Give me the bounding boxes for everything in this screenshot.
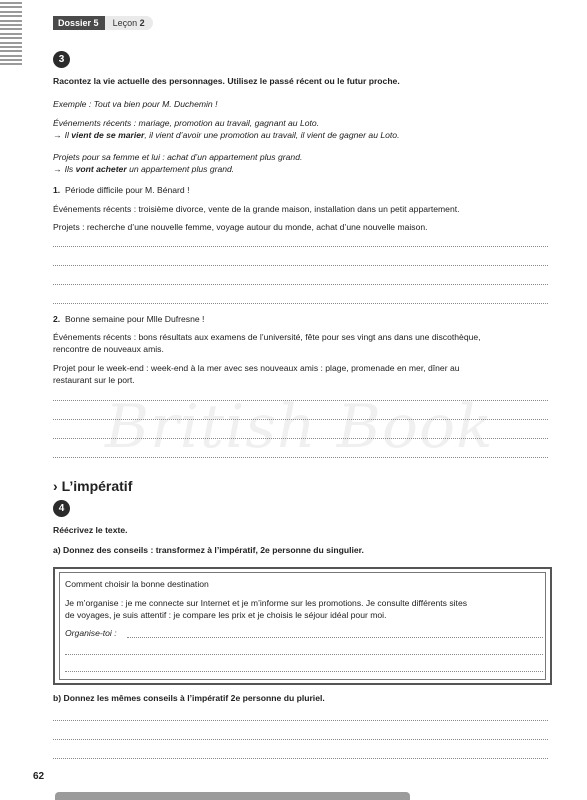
answer-line[interactable] (53, 265, 548, 266)
answer-line[interactable] (53, 739, 548, 740)
answer-line[interactable] (53, 284, 548, 285)
text-box (53, 567, 552, 685)
arrow-icon: → (53, 130, 62, 140)
answer-line[interactable] (53, 457, 548, 458)
answer-line[interactable] (65, 671, 543, 672)
watermark: British Book (105, 392, 494, 462)
footer-bar (55, 792, 410, 800)
item-1-projects: Projets : recherche d’une nouvelle femme, voyage autour du monde, achat d’une nouvelle maison. (53, 222, 428, 232)
answer-line[interactable] (53, 400, 548, 401)
exercise-3-instruction: Racontez la vie actuelle des personnages. Utilisez le passé récent ou le futur proche. (53, 76, 400, 86)
lecon-tab (105, 16, 153, 30)
example-events: Événements récents : mariage, promotion au travail, gagnant au Loto. (53, 118, 320, 128)
item-1-events: Événements récents : troisième divorce, vente de la grande maison, installation dans un petit appartement. (53, 204, 460, 214)
text-box-inner (59, 572, 546, 680)
example-events-answer: → Il vient de se marier, il vient d’avoir une promotion au travail, il vient de gagner au Loto. (53, 130, 400, 140)
box-prompt: Organise-toi : (65, 628, 117, 638)
example-line: Exemple : Tout va bien pour M. Duchemin ! (53, 99, 218, 109)
margin-stripes (0, 2, 22, 68)
item-1-title: 1. Période difficile pour M. Bénard ! (53, 185, 190, 195)
item-2-project-line1: Projet pour le week-end : week-end à la mer avec ses nouveaux amis : plage, promenade en mer, dîner au (53, 363, 460, 373)
lecon-number: 2 (139, 18, 145, 28)
exercise-4-badge: 4 (53, 500, 70, 517)
breadcrumb (53, 16, 153, 30)
answer-line[interactable] (65, 654, 543, 655)
section-heading (53, 478, 132, 494)
answer-line[interactable] (53, 438, 548, 439)
part-b-instruction: b) Donnez les mêmes conseils à l’impératif 2e personne du pluriel. (53, 693, 325, 703)
box-line-2: de voyages, je suis attentif : je compare les prix et je choisis le séjour idéal pour moi. (65, 610, 387, 620)
item-2-project-line2: restaurant sur le port. (53, 375, 135, 385)
chevron-right-icon: › (53, 478, 58, 494)
answer-line[interactable] (53, 758, 548, 759)
exercise-3-badge: 3 (53, 51, 70, 68)
item-2-events-line2: rencontre de nouveaux amis. (53, 344, 164, 354)
dossier-number: 5 (93, 18, 99, 28)
section-title: L’impératif (61, 478, 133, 494)
example-projects: Projets pour sa femme et lui : achat d’un appartement plus grand. (53, 152, 303, 162)
arrow-icon: → (53, 164, 62, 174)
answer-line[interactable] (53, 720, 548, 721)
answer-line[interactable] (127, 637, 543, 638)
box-line-1: Je m’organise : je me connecte sur Internet et je m’informe sur les promotions. Je consulte différents sites (65, 598, 468, 608)
exercise-4-instruction: Réécrivez le texte. (53, 525, 128, 535)
page-number: 62 (33, 771, 45, 782)
part-a-instruction: a) Donnez des conseils : transformez à l’impératif, 2e personne du singulier. (53, 545, 364, 555)
answer-line[interactable] (53, 419, 548, 420)
dossier-tab (53, 16, 105, 30)
lecon-label: Leçon (112, 18, 138, 28)
dossier-label: Dossier (58, 18, 92, 28)
example-projects-answer: → Ils vont acheter un appartement plus grand. (53, 164, 235, 174)
answer-line[interactable] (53, 246, 548, 247)
item-2-events-line1: Événements récents : bons résultats aux examens de l’université, fête pour ses vingt ans dans une discothèque, (53, 332, 481, 342)
answer-line[interactable] (53, 303, 548, 304)
box-title: Comment choisir la bonne destination (65, 579, 209, 589)
item-2-title: 2. Bonne semaine pour Mlle Dufresne ! (53, 314, 205, 324)
